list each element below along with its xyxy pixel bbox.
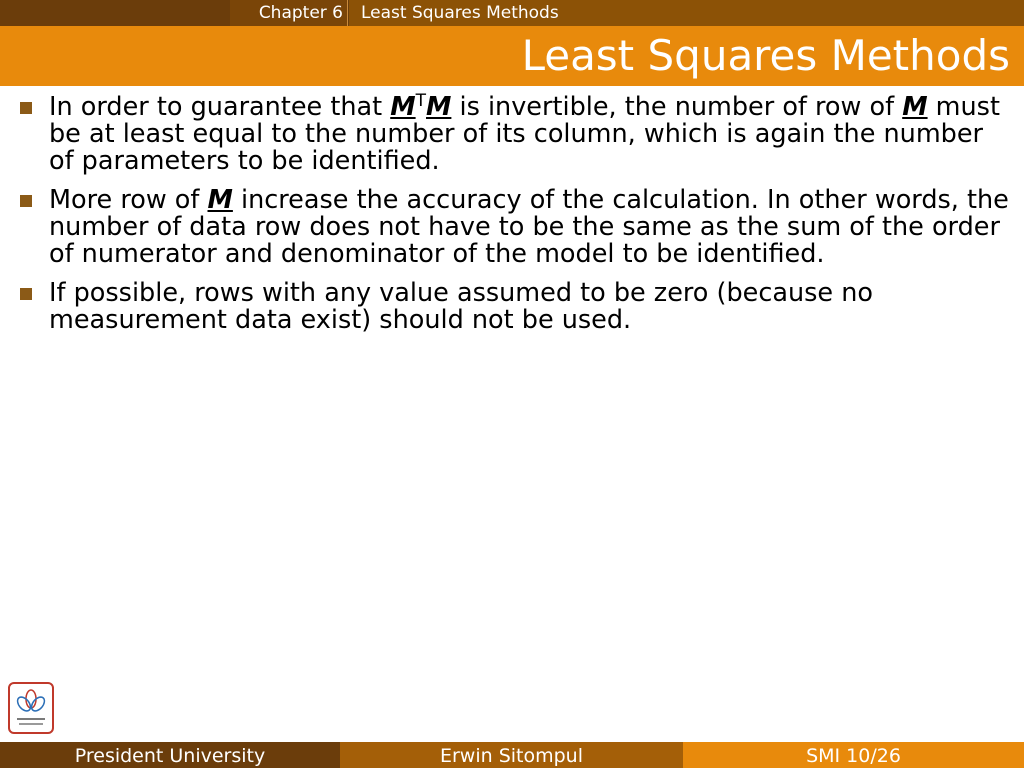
bullet-text: In order to guarantee that — [49, 92, 391, 122]
university-logo-icon — [8, 682, 54, 734]
footer — [0, 742, 1024, 768]
bullet-item — [20, 280, 1010, 334]
matrix-symbol: M — [902, 92, 928, 122]
bullet-text: If possible, rows with any value assumed to be zero (because no measurement data exist) should not be used. — [49, 278, 873, 335]
bullet-square-icon — [20, 102, 32, 114]
breadcrumb-section[interactable]: Least Squares Methods — [349, 0, 1024, 26]
bullet-item — [20, 91, 1010, 176]
matrix-symbol: M — [207, 185, 233, 215]
bullet-text: must be at least equal to the number of its column, which is again the number of parameters to be identified. — [49, 92, 1000, 176]
title-bar — [0, 26, 1024, 86]
matrix-symbol: M — [426, 92, 452, 122]
footer-page-number: SMI 10/26 — [683, 742, 1024, 768]
bullet-square-icon — [20, 288, 32, 300]
footer-author: Erwin Sitompul — [340, 742, 683, 768]
bullet-item — [20, 187, 1010, 268]
bullet-text: is invertible, the number of row of — [451, 92, 903, 122]
breadcrumb-chapter[interactable]: Chapter 6 — [230, 0, 348, 26]
slide-content — [20, 91, 1010, 346]
bullet-text: increase the accuracy of the calculation. In other words, the number of data row does not have to be the same as the sum of the order of numerator and denominator of the model to be identified. — [49, 185, 1009, 269]
slide-title: Least Squares Methods — [521, 31, 1010, 80]
footer-institution: President University — [0, 742, 340, 768]
breadcrumb-bar — [0, 0, 1024, 26]
bullet-text: More row of — [49, 185, 208, 215]
bullet-square-icon — [20, 195, 32, 207]
matrix-symbol: M — [390, 92, 416, 122]
transpose-superscript: T — [415, 91, 426, 111]
